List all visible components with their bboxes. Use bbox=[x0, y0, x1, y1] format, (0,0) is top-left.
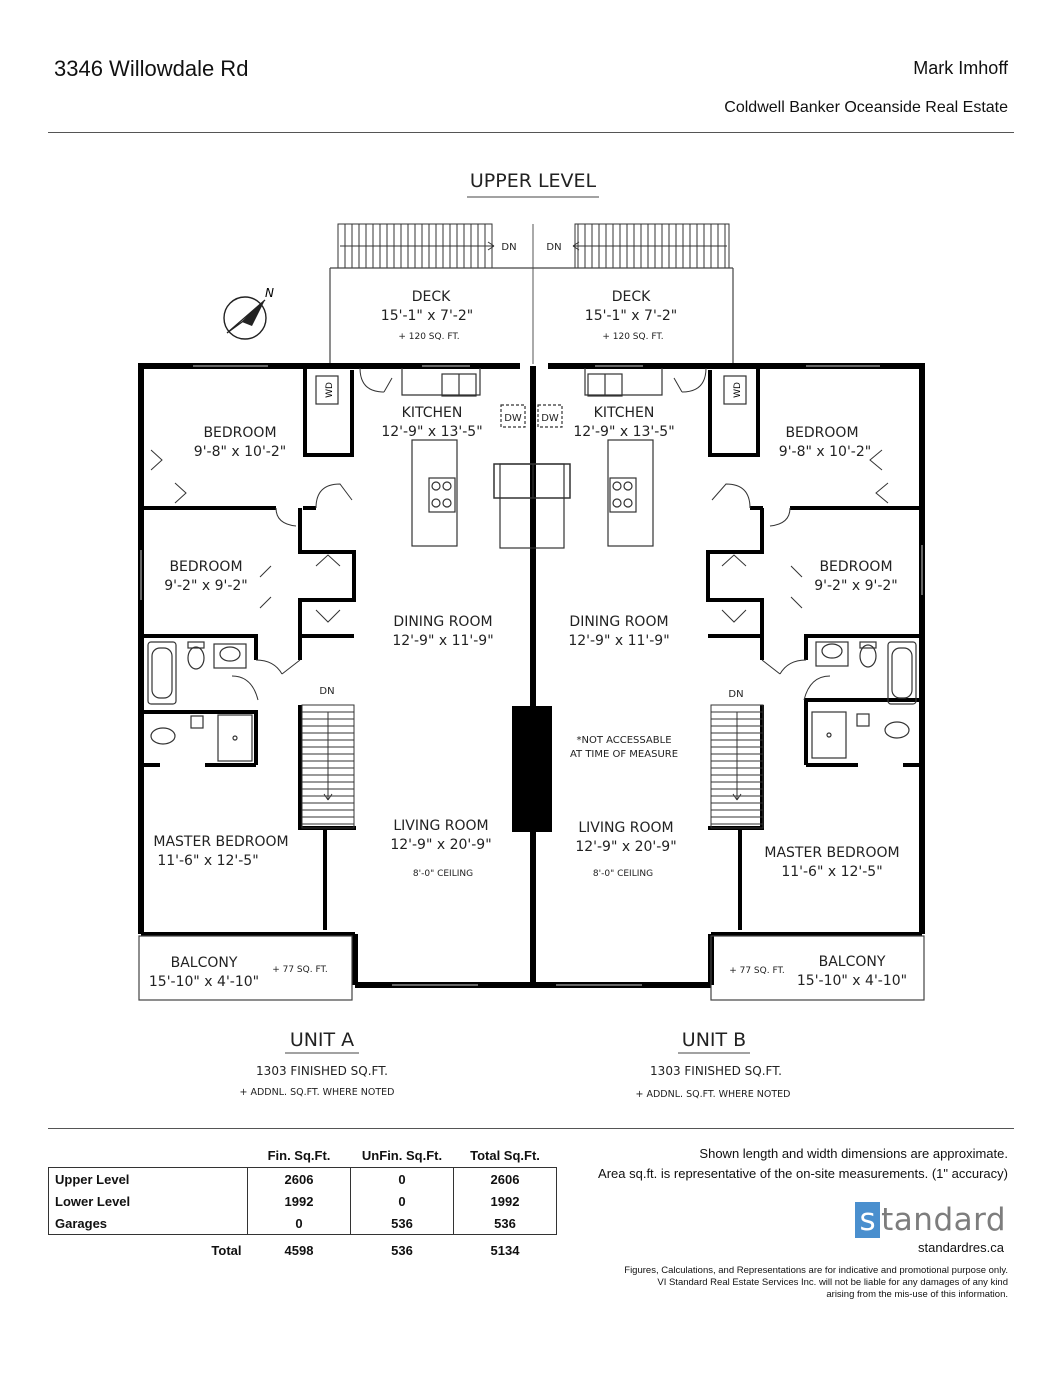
floor-plan bbox=[0, 140, 1062, 1120]
table-cell: Lower Level bbox=[49, 1190, 248, 1212]
balcony-b-name: BALCONY bbox=[818, 954, 886, 970]
interior-stairs-a bbox=[302, 705, 354, 828]
footer-divider bbox=[48, 1128, 1014, 1129]
deck-a-name: DECK bbox=[411, 289, 451, 305]
standard-logo bbox=[855, 1202, 1006, 1238]
unit-captions bbox=[240, 1029, 791, 1100]
table-cell: 2606 bbox=[454, 1168, 557, 1191]
table-cell: Garages bbox=[49, 1212, 248, 1235]
unit-b-title: UNIT B bbox=[681, 1029, 747, 1051]
website-link[interactable]: standardres.ca bbox=[918, 1240, 1004, 1255]
living-b-dims: 12'-9" x 20'-9" bbox=[575, 839, 677, 855]
bedroom2-a-name: BEDROOM bbox=[169, 559, 243, 575]
bedroom1-b-name: BEDROOM bbox=[785, 425, 859, 441]
disclaimer-line2: VI Standard Real Estate Services Inc. will not be liable for any damages of any kind bbox=[657, 1277, 1008, 1288]
table-cell: 536 bbox=[454, 1212, 557, 1235]
deck-dn-left: DN bbox=[501, 242, 517, 253]
table-cell: 0 bbox=[351, 1168, 454, 1191]
deck-stairs-right bbox=[573, 224, 729, 268]
header-divider bbox=[48, 132, 1014, 133]
dishwasher-b-label: DW bbox=[541, 413, 559, 424]
deck-b-extra: + 120 SQ. FT. bbox=[602, 332, 664, 342]
logo-s-mark: s bbox=[855, 1202, 880, 1238]
dining-a-dims: 12'-9" x 11'-9" bbox=[392, 633, 494, 649]
table-row bbox=[49, 1190, 557, 1212]
washer-dryer-b-icon bbox=[724, 376, 746, 404]
logo-wordmark: tandard bbox=[881, 1202, 1006, 1238]
washer-dryer-a-label: WD bbox=[325, 382, 335, 398]
living-a-dims: 12'-9" x 20'-9" bbox=[390, 837, 492, 853]
living-a-ceiling: 8'-0" CEILING bbox=[412, 869, 474, 879]
table-header-cell bbox=[49, 1143, 248, 1168]
disclaimer-line3: arising from the mis-use of this information. bbox=[826, 1289, 1008, 1300]
table-header-cell: Fin. Sq.Ft. bbox=[267, 1147, 331, 1163]
unit-b-finished: 1303 FINISHED SQ.FT. bbox=[650, 1064, 782, 1078]
balcony-b-extra: + 77 SQ. FT. bbox=[729, 966, 785, 976]
unit-b-addnl: + ADDNL. SQ.FT. WHERE NOTED bbox=[635, 1089, 791, 1100]
balcony-a-extra: + 77 SQ. FT. bbox=[272, 965, 328, 975]
disclaimer-line1: Figures, Calculations, and Representations are for indicative and promotional purpose only. bbox=[624, 1265, 1008, 1276]
table-cell: 1992 bbox=[248, 1190, 351, 1212]
interior-stairs-b bbox=[711, 705, 763, 828]
plan-title: UPPER LEVEL bbox=[469, 170, 597, 192]
deck-b-dims: 15'-1" x 7'-2" bbox=[584, 308, 678, 324]
bedroom1-a-dims: 9'-8" x 10'-2" bbox=[193, 444, 287, 460]
bedroom2-b-dims: 9'-2" x 9'-2" bbox=[814, 578, 898, 594]
table-total-cell: 5134 bbox=[490, 1242, 520, 1258]
not-accessible-line2: AT TIME OF MEASURE bbox=[569, 749, 679, 760]
deck-dn-right: DN bbox=[546, 242, 562, 253]
kitchen-b-dims: 12'-9" x 13'-5" bbox=[573, 424, 675, 440]
property-address: 3346 Willowdale Rd bbox=[54, 56, 249, 81]
deck-stairs-left bbox=[338, 224, 494, 268]
table-row bbox=[49, 1168, 557, 1191]
compass-north-label: N bbox=[265, 286, 274, 300]
table-cell: 1992 bbox=[454, 1190, 557, 1212]
fireplace-block bbox=[512, 706, 552, 832]
dining-b-name: DINING ROOM bbox=[569, 614, 669, 630]
stairs-dn-b: DN bbox=[728, 689, 744, 700]
kitchen-a-dims: 12'-9" x 13'-5" bbox=[381, 424, 483, 440]
unit-a-title: UNIT A bbox=[289, 1029, 355, 1051]
living-b-name: LIVING ROOM bbox=[578, 820, 674, 836]
balcony-a-dims: 15'-10" x 4'-10" bbox=[148, 974, 260, 990]
table-cell: 536 bbox=[351, 1212, 454, 1235]
dining-a-name: DINING ROOM bbox=[393, 614, 493, 630]
bedroom2-a-dims: 9'-2" x 9'-2" bbox=[164, 578, 248, 594]
master-a-dims: 11'-6" x 12'-5" bbox=[157, 853, 259, 869]
table-total-row bbox=[49, 1235, 557, 1266]
kitchen-a-name: KITCHEN bbox=[401, 405, 463, 421]
dimensions-note: Shown length and width dimensions are approximate. bbox=[699, 1146, 1008, 1161]
agent-name: Mark Imhoff bbox=[913, 58, 1008, 78]
dining-b-dims: 12'-9" x 11'-9" bbox=[568, 633, 670, 649]
area-note: Area sq.ft. is representative of the on-site measurements. (1" accuracy) bbox=[598, 1166, 1008, 1181]
living-b-ceiling: 8'-0" CEILING bbox=[592, 869, 654, 879]
table-header-cell: Total Sq.Ft. bbox=[470, 1147, 540, 1163]
stairs-dn-a: DN bbox=[319, 686, 335, 697]
table-total-cell: 536 bbox=[391, 1242, 413, 1258]
table-header-cell: UnFin. Sq.Ft. bbox=[361, 1147, 443, 1163]
master-a-name: MASTER BEDROOM bbox=[153, 834, 289, 850]
deck-b-name: DECK bbox=[611, 289, 651, 305]
deck-a-extra: + 120 SQ. FT. bbox=[398, 332, 460, 342]
master-b-name: MASTER BEDROOM bbox=[764, 845, 900, 861]
bedroom1-b-dims: 9'-8" x 10'-2" bbox=[778, 444, 872, 460]
washer-dryer-a-icon bbox=[316, 376, 338, 404]
living-a-name: LIVING ROOM bbox=[393, 818, 489, 834]
north-compass-icon bbox=[224, 286, 274, 339]
dishwasher-a-label: DW bbox=[504, 413, 522, 424]
table-cell: 2606 bbox=[248, 1168, 351, 1191]
unit-a-finished: 1303 FINISHED SQ.FT. bbox=[256, 1064, 388, 1078]
master-b-dims: 11'-6" x 12'-5" bbox=[781, 864, 883, 880]
bedroom2-b-name: BEDROOM bbox=[819, 559, 893, 575]
table-total-cell: 4598 bbox=[284, 1242, 314, 1258]
table-cell: 0 bbox=[248, 1212, 351, 1235]
balcony-a-name: BALCONY bbox=[170, 955, 238, 971]
table-header-row bbox=[49, 1143, 557, 1168]
table-cell: Upper Level bbox=[49, 1168, 248, 1191]
washer-dryer-b-label: WD bbox=[733, 382, 743, 398]
not-accessible-line1: *NOT ACCESSABLE bbox=[576, 735, 672, 746]
deck-a-dims: 15'-1" x 7'-2" bbox=[380, 308, 474, 324]
bedroom1-a-name: BEDROOM bbox=[203, 425, 277, 441]
brokerage-name: Coldwell Banker Oceanside Real Estate bbox=[724, 99, 1008, 116]
sqft-summary-table bbox=[48, 1143, 557, 1265]
unit-a-addnl: + ADDNL. SQ.FT. WHERE NOTED bbox=[239, 1087, 395, 1098]
table-total-label: Total bbox=[211, 1242, 242, 1258]
balcony-b-dims: 15'-10" x 4'-10" bbox=[796, 973, 908, 989]
table-row bbox=[49, 1212, 557, 1235]
table-cell: 0 bbox=[351, 1190, 454, 1212]
kitchen-b-name: KITCHEN bbox=[593, 405, 655, 421]
